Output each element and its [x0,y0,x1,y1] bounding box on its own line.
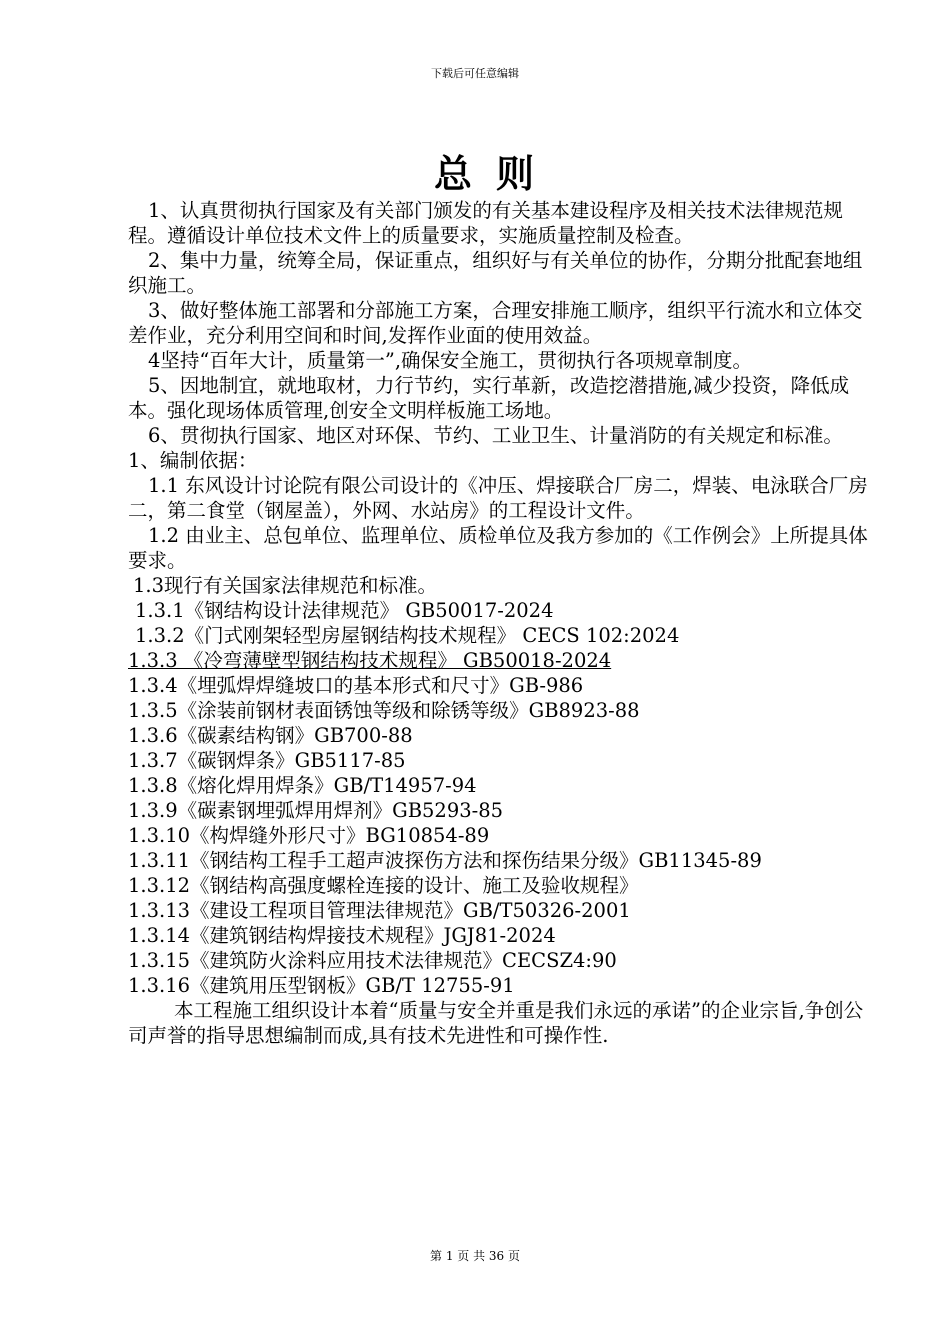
paragraph-1: 1、认真贯彻执行国家及有关部门颁发的有关基本建设程序及相关技术法律规范规程。遵循设计单位技术文件上的质量要求，实施质量控制及检查。 [128,199,843,247]
standard-item: 1.3.4《埋弧焊焊缝坡口的基本形式和尺寸》GB-986 [128,674,584,697]
paragraph-4: 4坚持“百年大计，质量第一”,确保安全施工，贯彻执行各项规章制度。 [148,349,753,372]
standard-item: 1.3.13《建设工程项目管理法律规范》GB/T50326-2001 [128,899,631,922]
standard-item: 1.3.6《碳素结构钢》GB700-88 [128,724,413,747]
page-footer: 第 1 页 共 36 页 [430,1249,520,1263]
closing-paragraph: 本工程施工组织设计本着“质量与安全并重是我们永远的承诺”的企业宗旨,争创公司声誉的指导思想编制而成,具有技术先进性和可操作性. [128,999,864,1047]
standard-item: 1.3.5《涂装前钢材表面锈蚀等级和除锈等级》GB8923-88 [128,699,640,722]
document-title: 总则 [433,152,558,196]
basis-item-1-1: 1.1 东风设计讨论院有限公司设计的《冲压、焊接联合厂房二，焊装、电泳联合厂房二，第二食堂（钢屋盖），外网、水站房》的工程设计文件。 [128,474,868,522]
standard-item: 1.3.10《构焊缝外形尺寸》BG10854-89 [128,824,490,847]
standard-item: 1.3.16《建筑用压型钢板》GB/T 12755-91 [128,974,515,997]
standard-item: 1.3.12《钢结构高强度螺栓连接的设计、施工及验收规程》 [128,874,639,897]
standard-item-underlined: 1.3.3 《冷弯薄壁型钢结构技术规程》 GB50018-2024 [128,649,612,672]
paragraph-6: 6、贯彻执行国家、地区对环保、节约、工业卫生、计量消防的有关规定和标准。 [148,424,843,447]
standard-item: 1.3.14《建筑钢结构焊接技术规程》JGJ81-2024 [128,924,556,947]
paragraph-3: 3、做好整体施工部署和分部施工方案，合理安排施工顺序，组织平行流水和立体交差作业，充分利用空间和时间,发挥作业面的使用效益。 [128,299,863,347]
standard-item: 1.3.9《碳素钢埋弧焊用焊剂》GB5293-85 [128,799,504,822]
paragraph-2: 2、集中力量，统筹全局，保证重点，组织好与有关单位的协作，分期分批配套地组织施工。 [128,249,863,297]
document-body [128,198,868,1048]
standard-item: 1.3.1《钢结构设计法律规范》 GB50017-2024 [135,599,554,622]
basis-item-1-2: 1.2 由业主、总包单位、监理单位、质检单位及我方参加的《工作例会》上所提具体要求。 [128,524,868,572]
basis-item-1-3: 1.3现行有关国家法律规范和标准。 [133,574,438,597]
standard-item: 1.3.8《熔化焊用焊条》GB/T14957-94 [128,774,477,797]
basis-heading: 1、编制依据： [128,449,258,472]
page-header: 下载后可任意编辑 [431,67,519,80]
standard-item: 1.3.2《门式刚架轻型房屋钢结构技术规程》 CECS 102:2024 [135,624,680,647]
standard-item: 1.3.11《钢结构工程手工超声波探伤方法和探伤结果分级》GB11345-89 [128,849,762,872]
standard-item: 1.3.15《建筑防火涂料应用技术法律规范》CECSZ4:90 [128,949,617,972]
standard-item: 1.3.7《碳钢焊条》GB5117-85 [128,749,406,772]
paragraph-5: 5、因地制宜，就地取材，力行节约，实行革新，改造挖潜措施,减少投资，降低成本。强化现场体质管理,创安全文明样板施工场地。 [128,374,850,422]
